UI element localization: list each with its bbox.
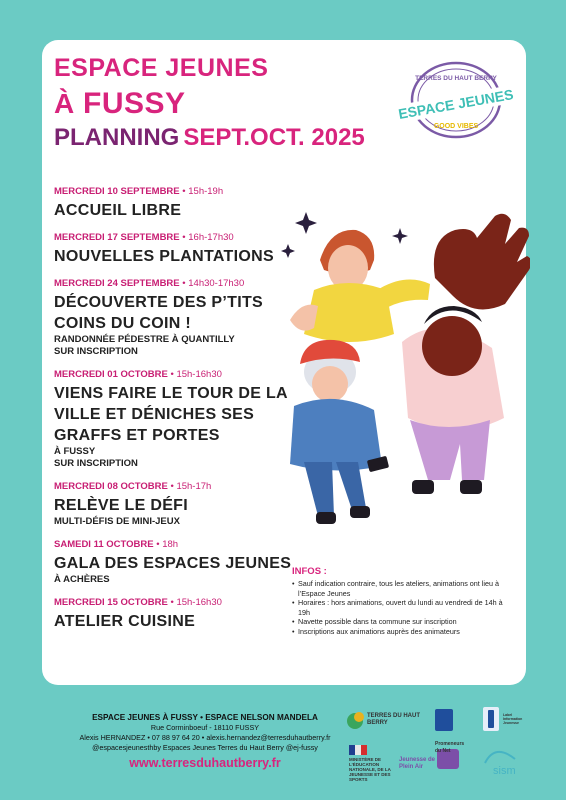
poster-title [54, 50, 365, 154]
infos-item: • Horaires : hors animations, ouvert du lundi au vendredi de 14h à 19h [292, 598, 516, 617]
event-item [54, 369, 294, 470]
title-line-3 [54, 122, 365, 154]
teens-illustration [270, 200, 530, 540]
event-subtitle: MULTI-DÉFIS DE MINI-JEUX [54, 516, 180, 527]
infos-box [292, 566, 516, 637]
event-separator: • [156, 539, 160, 550]
title-prefix: À [54, 88, 75, 119]
event-date: MERCREDI 24 SEPTEMBRE [54, 278, 180, 289]
event-title: RELÈVE LE DÉFI [54, 497, 188, 514]
espace-jeunes-stamp [390, 60, 520, 140]
event-separator: • [170, 597, 174, 608]
event-title: ATELIER CUISINE [54, 613, 196, 630]
infos-item: • Navette possible dans ta commune sur inscription [292, 617, 516, 627]
event-time: 15h-16h30 [176, 597, 222, 608]
event-subtitle: SUR INSCRIPTION [54, 346, 138, 357]
event-date: MERCREDI 17 SEPTEMBRE [54, 232, 180, 243]
footer-contact-line: Alexis HERNANDEZ • 07 88 97 64 20 • alexis.hernandez@terresduhautberry.fr [79, 733, 331, 742]
event-time: 15h-19h [188, 186, 224, 197]
events-list [54, 186, 294, 643]
event-date: MERCREDI 08 OCTOBRE [54, 481, 168, 492]
infos-item: • Inscriptions aux animations auprès des animateurs [292, 627, 516, 637]
footer-title: ESPACE JEUNES À FUSSY • ESPACE NELSON MANDELA [92, 713, 318, 722]
logo-ministere: MINISTÈRE DE L’ÉDUCATION NATIONALE, DE LA JEUNESSE ET DES SPORTS [349, 757, 391, 782]
event-title: DÉCOUVERTE DES P’TITS COINS DU COIN ! [54, 294, 263, 332]
event-date: SAMEDI 11 OCTOBRE [54, 539, 154, 550]
event-time: 16h-17h30 [188, 232, 234, 243]
footer-contact [60, 712, 350, 771]
event-title: ACCUEIL LIBRE [54, 202, 182, 219]
event-item [54, 186, 294, 221]
event-subtitle: RANDONNÉE PÉDESTRE À QUANTILLY [54, 334, 235, 345]
event-date: MERCREDI 15 OCTOBRE [54, 597, 168, 608]
logo-info-jeunesse: Label Information Jeunesse [503, 713, 523, 725]
event-separator: • [182, 186, 186, 197]
event-item [54, 278, 294, 358]
footer-website-link[interactable]: www.terresduhautberry.fr [129, 756, 281, 770]
infos-title: INFOS : [292, 566, 327, 577]
logo-jeunesse: Jeunesse de Plein Air [399, 757, 436, 770]
title-line-2 [54, 86, 365, 122]
event-separator: • [182, 278, 186, 289]
event-separator: • [182, 232, 186, 243]
event-item [54, 597, 294, 632]
event-time: 15h-16h30 [176, 369, 222, 380]
infos-item: • Sauf indication contraire, tous les ateliers, animations ont lieu à l’Espace Jeunes [292, 579, 516, 598]
event-date: MERCREDI 10 SEPTEMBRE [54, 186, 180, 197]
stamp-main: ESPACE JEUNES [397, 86, 515, 123]
event-time: 14h30-17h30 [188, 278, 245, 289]
event-separator: • [170, 369, 174, 380]
title-dates: SEPT.OCT. 2025 [183, 124, 365, 151]
stamp-top: TERRES DU HAUT BERRY [415, 75, 497, 82]
event-separator: • [170, 481, 174, 492]
title-city: FUSSY [83, 87, 186, 120]
footer-social: @espacesjeunesthby Espaces Jeunes Terres du Haut Berry @ej-fussy [92, 743, 318, 752]
logo-promeneurs: Promeneurs du Net [435, 741, 465, 754]
event-item [54, 481, 294, 528]
event-subtitle: À ACHÈRES [54, 574, 110, 585]
event-title: VIENS FAIRE LE TOUR DE LA VILLE ET DÉNICHES SES GRAFFS ET PORTES [54, 385, 288, 444]
event-time: 15h-17h [176, 481, 212, 492]
logo-thb: TERRES DU HAUT BERRY [367, 713, 421, 726]
infos-list [292, 579, 516, 637]
event-date: MERCREDI 01 OCTOBRE [54, 369, 168, 380]
event-item [54, 232, 294, 267]
event-title: NOUVELLES PLANTATIONS [54, 248, 274, 265]
stamp-sub: GOOD VIBES [433, 123, 479, 130]
event-title: GALA DES ESPACES JEUNES [54, 555, 292, 572]
title-planning: PLANNING [54, 124, 180, 151]
title-line-1: ESPACE JEUNES [54, 54, 269, 82]
event-subtitle: À FUSSY [54, 446, 96, 457]
partner-logos [345, 705, 525, 785]
footer-address: Rue Corminboeuf - 18110 FUSSY [150, 723, 260, 732]
logo-sism: sism [493, 765, 516, 777]
event-time: 18h [162, 539, 179, 550]
event-subtitle: SUR INSCRIPTION [54, 458, 138, 469]
event-item [54, 539, 294, 586]
